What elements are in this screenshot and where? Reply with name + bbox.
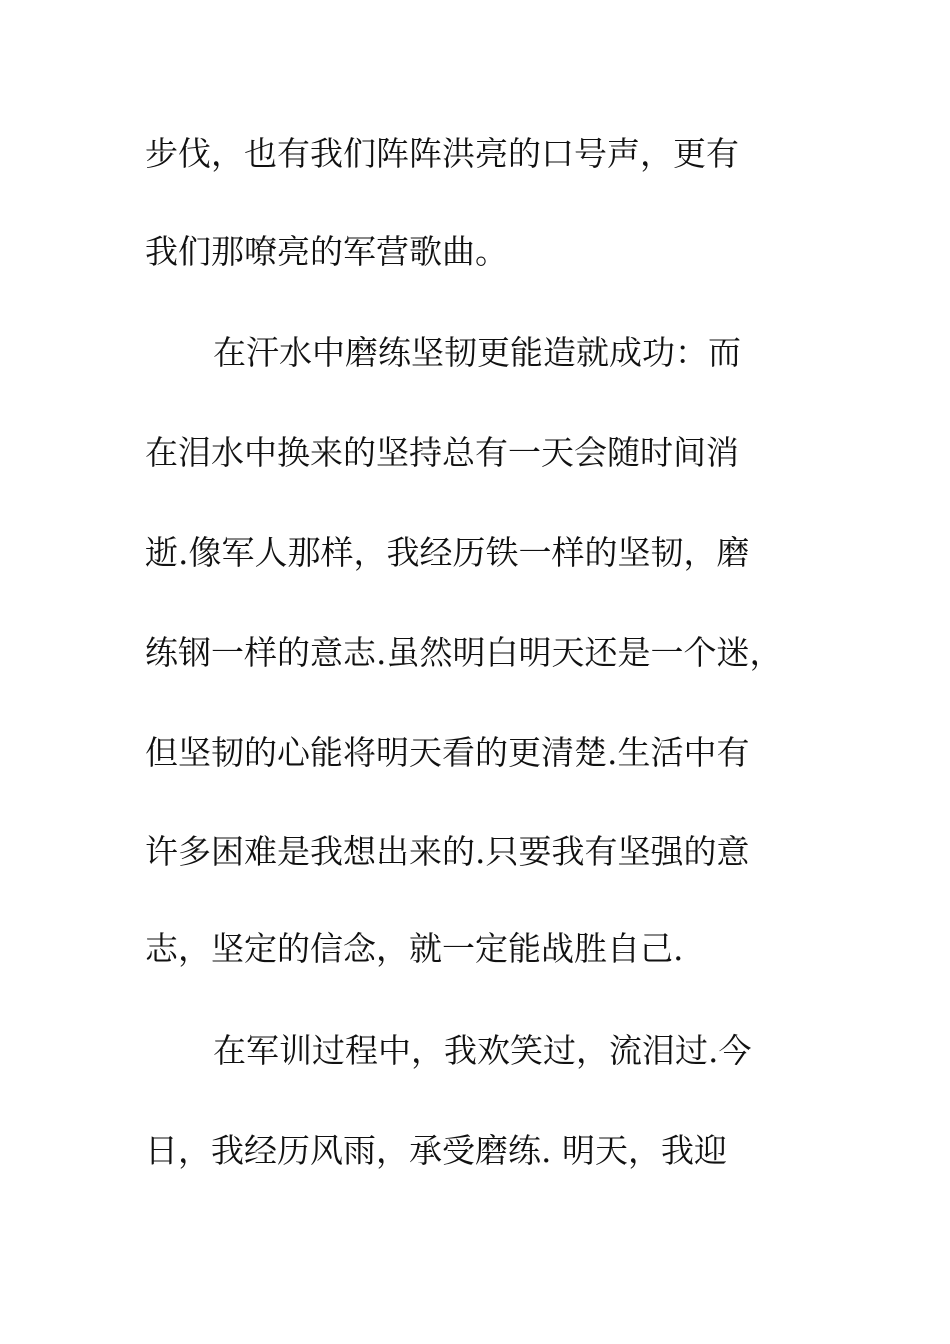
text-line-9: 志，坚定的信念，就一定能战胜自己. xyxy=(145,929,684,968)
text-line-5: 逝.像军人那样，我经历铁一样的坚韧，磨 xyxy=(145,533,750,572)
paragraph-start-line-10: 在军训过程中，我欢笑过，流泪过.今 xyxy=(213,1031,752,1070)
text-line-1: 步伐，也有我们阵阵洪亮的口号声，更有 xyxy=(145,134,739,173)
text-line-11: 日，我经历风雨，承受磨练. 明天，我迎 xyxy=(145,1131,727,1170)
text-line-4: 在泪水中换来的坚持总有一天会随时间消 xyxy=(145,433,739,472)
text-line-7: 但坚韧的心能将明天看的更清楚.生活中有 xyxy=(145,733,750,772)
text-line-2: 我们那嘹亮的军营歌曲。 xyxy=(145,232,508,271)
text-line-6: 练钢一样的意志.虽然明白明天还是一个迷， xyxy=(145,633,783,672)
text-line-8: 许多困难是我想出来的.只要我有坚强的意 xyxy=(145,832,750,871)
paragraph-start-line-3: 在汗水中磨练坚韧更能造就成功：而 xyxy=(213,333,741,372)
